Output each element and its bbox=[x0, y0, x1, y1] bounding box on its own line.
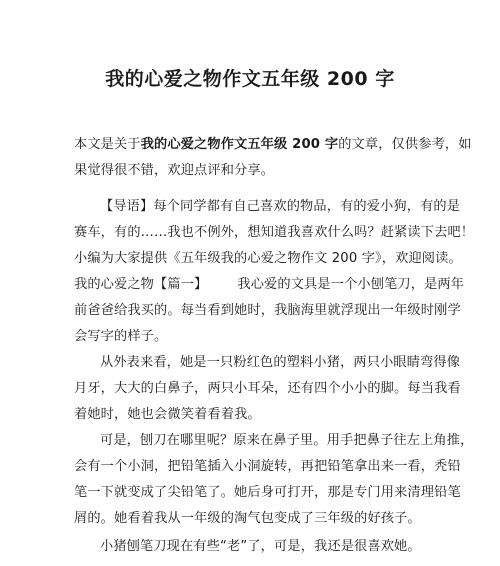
intro-line-2: 果觉得很不错，欢迎点评和分享。 bbox=[74, 163, 275, 178]
guide-line-3: 小编为大家提供《五年级我的心爱之物作文 200 字》，欢迎阅读。 bbox=[74, 251, 462, 266]
essay-p2-line-2: 月牙，大大的白鼻子，两只小耳朵，还有四个小小的脚。每当我看 bbox=[74, 381, 461, 396]
essay-line-3: 会写字的样子。 bbox=[74, 329, 168, 344]
essay-p3-line-1: 可是，刨刀在哪里呢？原来在鼻子里。用手把鼻子往左上角推， bbox=[100, 433, 474, 448]
essay-line-2: 前爸爸给我买的。每当看到她时，我脑海里就浮现出一年级时刚学 bbox=[74, 303, 461, 318]
essay-p2-line-3: 着她时，她也会微笑着看着我。 bbox=[74, 407, 261, 422]
essay-line-1 bbox=[74, 275, 464, 295]
essay-p4-line-1: 小猪刨笔刀现在有些“老”了，可是，我还是很喜欢她。 bbox=[100, 539, 421, 554]
intro-bold-title: 我的心爱之物作文五年级 200 字 bbox=[140, 137, 339, 152]
guide-line-2: 赛车，有的……我也不例外，想知道我喜欢什么吗？赶紧读下去吧！ bbox=[74, 225, 475, 240]
essay-p3-line-4: 屑的。她看着我从一年级的淘气包变成了三年级的好孩子。 bbox=[74, 511, 421, 526]
intro-text: 的文章，仅供参考，如 bbox=[338, 137, 472, 152]
essay-p3-line-3: 笔一下就变成了尖铅笔了。她后身可打开，那是专门用来清理铅笔 bbox=[74, 485, 461, 500]
document-title: 我的心爱之物作文五年级 200 字 bbox=[105, 68, 395, 90]
intro-text: 本文是关于 bbox=[74, 137, 141, 152]
essay-text: 我心爱的文具是一个小刨笔刀，是两年 bbox=[237, 277, 465, 292]
intro-line-1 bbox=[74, 135, 472, 155]
essay-p3-line-2: 会有一个小洞，把铅笔插入小洞旋转，再把铅笔拿出来一看，秃铅 bbox=[74, 459, 461, 474]
essay-p2-line-1: 从外表来看，她是一只粉红色的塑料小猪，两只小眼睛弯得像 bbox=[100, 355, 461, 370]
guide-line-1: 【导语】每个同学都有自己喜欢的物品，有的爱小狗，有的是 bbox=[100, 199, 461, 214]
essay-heading: 我的心爱之物【篇一】 bbox=[74, 277, 208, 292]
